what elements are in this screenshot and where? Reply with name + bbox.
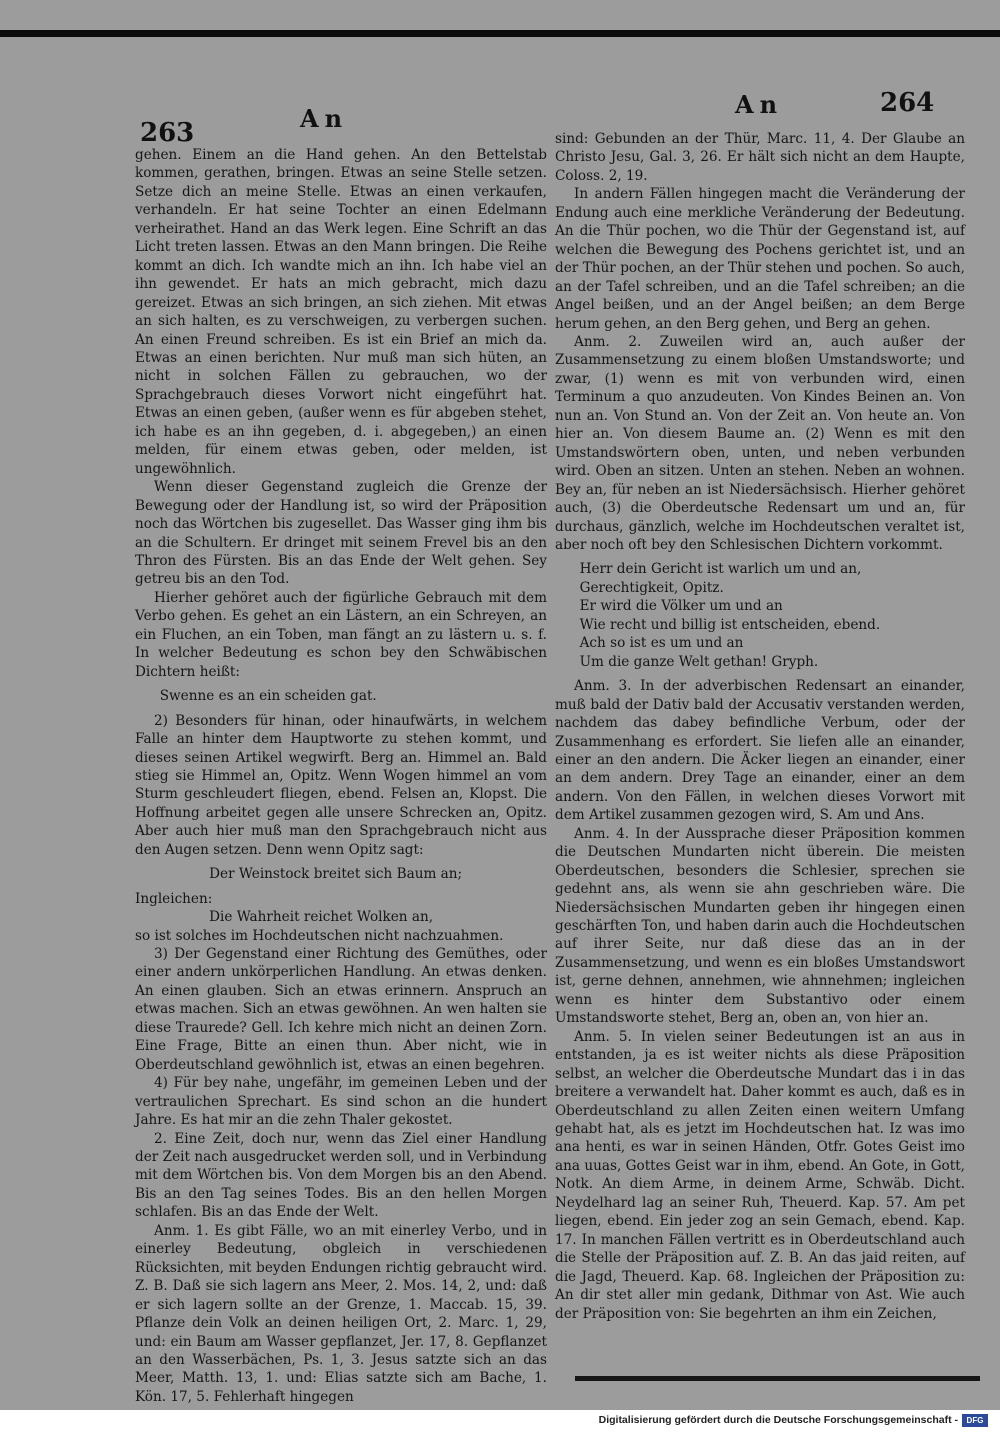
paragraph: 2) Besonders für hinan, oder hinaufwärts, in welchem Falle an hinter dem Hauptworte zu stehen kommt, und dieses seinen Artikel wegwirft. Berg an. Himmel an. Bald stieg sie Himmel an, Opitz. Wenn Wogen himmel an vom Sturm geschleudert fliegen, ebend. Felsen an, Klopst. Die Hoffnung arbeitet gegen alle unsere Schrecken an, Opitz. Aber auch hier muß man den Sprachgebrauch nicht aus den Augen setzen. Denn wenn Opitz sagt: <box>135 712 547 858</box>
left-page-number: 263 <box>140 118 195 148</box>
paragraph: Anm. 3. In der adverbischen Redensart an einander, muß bald der Dativ bald der Accusativ verstanden werden, nachdem das dabey befindliche Verbum, oder der Zusammenhang es erfordert. Sie liefen alle an einander, einer an den andern. Die Äcker liegen an einander, einer an dem andern. Drey Tage an einander, einer an dem andern. Von den Fällen, in welchen dieses Vorwort mit dem Artikel zusammen gezogen wird, S. Am und Ans. <box>555 678 965 824</box>
paragraph: 2. Eine Zeit, doch nur, wenn das Ziel einer Handlung der Zeit nach ausgedrucket werden soll, und in Verbindung mit dem Wörtchen bis. Von dem Morgen bis an den Abend. Bis an den Tag seines Todes. Bis an den hellen Morgen schlafen. Bis an das Ende der Welt. <box>135 1130 547 1221</box>
paragraph: Wenn dieser Gegenstand zugleich die Grenze der Bewegung oder der Handlung ist, so wird der Präposition noch das Wörtchen bis zugesellet. Das Wasser ging ihm bis an die Schultern. Er dringet mit seinem Frevel bis an den Thron des Fürsten. Bis an das Ende der Welt gehen. Sey getreu bis an den Tod. <box>135 479 547 588</box>
paragraph: Anm. 1. Es gibt Fälle, wo an mit einerley Verbo, und in einerley Bedeutung, obgleich in verschiedenen Rücksichten, mit beyden Endungen richtig gebraucht wird. Z. B. Daß sie sich lagern ans Meer, 2. Mos. 14, 2, und: daß er sich lagern sollte an der Grenze, 1. Maccab. 15, 39. Pflanze dein Volk an deinen heiligen Ort, 2. Marc. 1, 29, und: ein Baum am Wasser gepflanzet, Jer. 17, 8. Gepflanzet an den Wasserbächen, Ps. 1, 3. Jesus satzte sich an das Meer, Matth. 13, 1. und: Elias satzte sich am Bache, 1. Kön. 17, 5. Fehlerhaft hingegen <box>135 1222 547 1405</box>
paragraph: sind: Gebunden an der Thür, Marc. 11, 4. Der Glaube an Christo Jesu, Gal. 3, 26. Er hält sich nicht an dem Haupte, Coloss. 2, 19. <box>555 131 965 184</box>
right-running-head: An <box>735 90 784 119</box>
paragraph: Herr dein Gericht ist warlich um und an, Gerechtigkeit, Opitz. Er wird die Völker um und an Wie recht und billig ist entscheiden, ebend. Ach so ist es um und an Um die ganze Welt gethan! Gryph. <box>579 561 881 670</box>
right-page-number: 264 <box>880 88 935 118</box>
left-running-head: An <box>300 104 349 133</box>
paragraph: 3) Der Gegenstand einer Richtung des Gemüthes, oder einer andern unkörperlichen Handlung. An etwas denken. An einen glauben. Sich an etwas erinnern. Anspruch an etwas machen. Sich an etwas gewöhnen. An wen halten sie diese Traurede? Gell. Ich kehre mich nicht an deinen Zorn. Eine Frage, Bitte an einen thun. Aber nicht, wie in Oberdeutschland gewöhnlich ist, etwas an einen begehren. <box>135 946 547 1073</box>
bottom-rule <box>575 1376 980 1381</box>
footer-bar <box>0 1410 1000 1432</box>
paragraph: Anm. 5. In vielen seiner Bedeutungen ist an aus in entstanden, ja es ist weiter nichts als diese Präposition selbst, an welcher die Oberdeutsche Mundart das i in das breitere a verwandelt hat. Daher kommt es auch, daß es in Oberdeutschland zu allen Zeiten einen weitern Umfang gehabt hat, als es jetzt im Hochdeutschen hat. Iz was imo ana henti, es war in seinen Händen, Otfr. Gotes Geist imo ana uuas, Gottes Geist war in ihm, ebend. An Gote, in Gott, Notk. An diem Arme, in deinem Arme, Schwäb. Dicht. Neydelhard lag an seiner Ruh, Theuerd. Kap. 57. Am pet liegen, ebend. Ein jeder zog an sein Gemach, ebend. Kap. 17. In manchen Fällen vertritt es in Oberdeutschland auch die Stelle der Präposition auf. Z. B. An das jaid reiten, auf die Jagd, Theuerd. Kap. 68. Ingleichen der Präposition zu: An dir stet aller min gedank, Dithmar von Ast. Wie auch der Präposition von: Sie begehrten an ihm ein Zeichen, <box>555 1028 965 1322</box>
paragraph: Hierher gehöret auch der figürliche Gebrauch mit dem Verbo gehen. Es gehet an ein Lästern, an ein Schreyen, an ein Fluchen, an ein Toben, man fängt an zu lästern u. s. f. In welcher Bedeutung es schon bey den Schwäbischen Dichtern heißt: <box>135 589 547 680</box>
right-text-column <box>555 130 965 1323</box>
paragraph: gehen. Einem an die Hand gehen. An den Bettelstab kommen, gerathen, bringen. Etwas an seine Stelle setzen. Setze dich an meine Stelle. Etwas an einen verkaufen, verhandeln. Er hat seine Tochter an einen Edelmann verheirathet. Hand an das Werk legen. Eine Schrift an das Licht treten lassen. Etwas an den Mann bringen. Die Reihe kommt an dich. Ich wandte mich an ihn. Ich habe viel an ihn gewendet. Er hats an mich gebracht, mich dazu gereizet. Etwas an sich bringen, an sich ziehen. Mit etwas an sich halten, es zu verschweigen, zu verbergen suchen. An einen Freund schreiben. Es ist ein Brief an mich da. Etwas an einen berichten. Nur muß man sich hüten, an nicht in solchen Fällen zu gebrauchen, wo der Sprachgebrauch dieses Vorwort nicht eingeführt hat. Etwas an einen geben, (außer wenn es für abgeben stehet, ich habe es an ihn gegeben, d. i. abgegeben,) an einen melden, für einem etwas geben, oder melden, ist ungewöhnlich. <box>135 147 547 477</box>
left-text-column <box>135 146 547 1406</box>
paragraph: 4) Für bey nahe, ungefähr, im gemeinen Leben und der vertraulichen Sprechart. Es sind schon an die hundert Jahre. Es hat mir an die zehn Thaler gekostet. <box>135 1075 547 1129</box>
paragraph: Die Wahrheit reichet Wolken an, <box>209 909 434 926</box>
paragraph: Der Weinstock breitet sich Baum an; <box>209 866 463 883</box>
funding-notice: Digitalisierung gefördert durch die Deutsche Forschungsgemeinschaft - <box>598 1414 958 1426</box>
dfg-logo: DFG <box>962 1414 988 1427</box>
top-rule <box>0 30 1000 37</box>
paragraph: Swenne es an ein scheiden gat. <box>159 688 377 705</box>
paragraph: In andern Fällen hingegen macht die Veränderung der Endung auch eine merkliche Veränderung der Bedeutung. An die Thür pochen, wo die Thür der Gegenstand ist, auf welchen die Bewegung des Pochens gerichtet ist, und an der Thür pochen, an der Thür stehen und pochen. So auch, an der Tafel schreiben, und an die Tafel schreiben; an die Angel beißen, und an der Angel beißen; an dem Berge herum gehen, an den Berg gehen, und Berg an gehen. <box>555 186 965 332</box>
paragraph: Ingleichen: <box>135 890 213 907</box>
paragraph: so ist solches im Hochdeutschen nicht nachzuahmen. <box>135 927 504 944</box>
paragraph: Anm. 2. Zuweilen wird an, auch außer der Zusammensetzung zu einem bloßen Umstandsworte; und zwar, (1) wenn es mit von verbunden wird, einen Terminum a quo anzudeuten. Von Kindes Beinen an. Von nun an. Von Stund an. Von der Zeit an. Von heute an. Von hier an. Von diesem Baume an. (2) Wenn es mit den Umstandswörtern oben, unten, und neben verbunden wird. Oben an sitzen. Unten an stehen. Neben an wohnen. Bey an, für neben an ist Niedersächsisch. Hierher gehöret auch, (3) die Oberdeutsche Redensart um und an, für durchaus, gänzlich, welche im Hochdeutschen veraltet ist, aber noch oft bey den Schlesischen Dichtern vorkommt. <box>555 333 965 553</box>
paragraph: Anm. 4. In der Aussprache dieser Präposition kommen die Deutschen Mundarten nicht überein. Die meisten Oberdeutschen, besonders die Schlesier, sprechen sie gedehnt ans, als wenn sie ahn geschrieben wäre. Die Niedersächsischen Mundarten geben ihr hingegen einen geschärften Ton, und haben darin auch die Hochdeutschen auf ihrer Seite, nur daß diese das an in der Zusammensetzung, und wenn es ein bloßes Umstandswort ist, gerne dehnen, annehmen, wie ahnnehmen; ingleichen wenn es hinter dem Substantivo oder einem Umstandsworte stehet, Berg an, oben an, von hier an. <box>555 825 965 1027</box>
